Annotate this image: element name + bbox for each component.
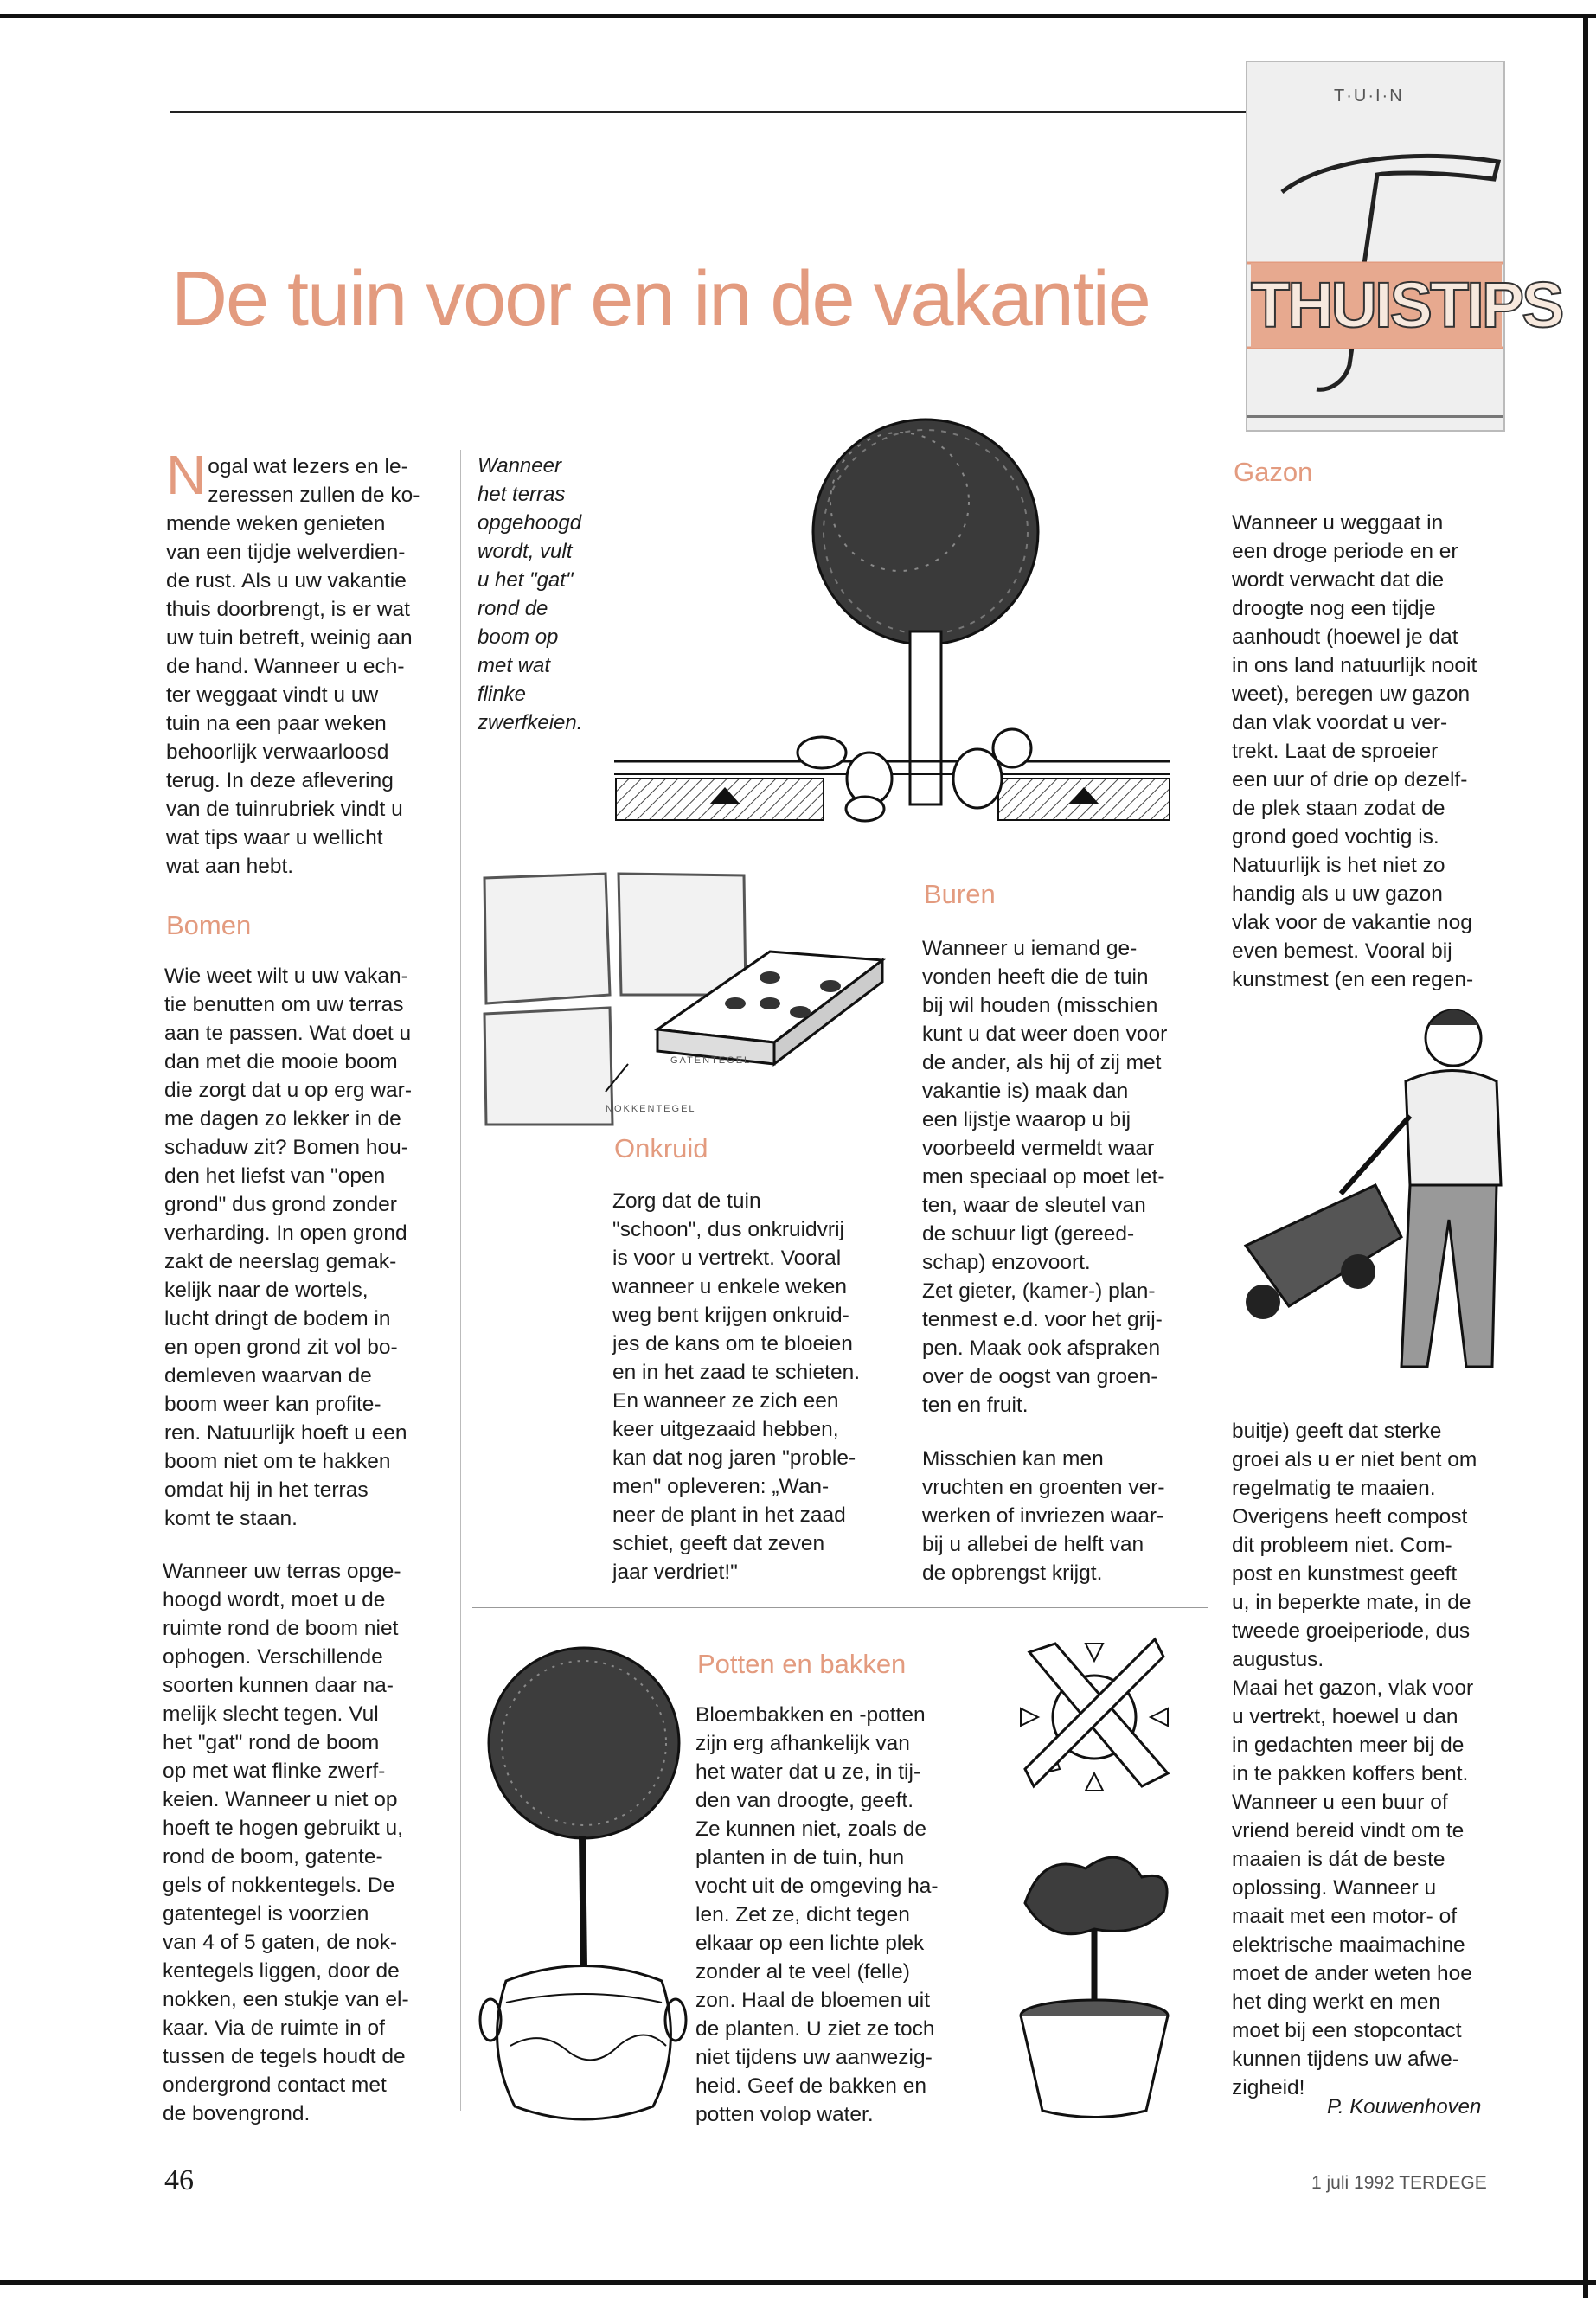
- bomen-paragraph-1: Wie weet wilt u uw vakan- tie benutten om uw terras aan te passen. Wat doet u dan met die mooie boom die zorgt dat u op erg war- me dagen zo lekker in de schaduw zit? Bomen hou- den het liefst van "open grond" dus grond zonder verharding. In open grond zakt de neerslag gemak- kelijk naar de wortels, lucht dringt de bodem in en open grond zit vol bo- demleven waarvan de boom weer kan profite- ren. Natuurlijk hoeft u een boom niet om te hakken omdat hij in het terras komt te staan.: [164, 965, 412, 1530]
- sun-crossed-icon: [995, 1618, 1194, 1817]
- tiles-illustration: [476, 865, 891, 1125]
- onkruid-paragraph: Zorg dat de tuin "schoon", dus onkruidvrij is voor u vertrekt. Vooral wanneer u enkele weken weg bent krijgen onkruid- jes de kans om te bloeien en in het zaad te schieten. En wanneer ze zich een keer uitgezaaid hebben, kan dat nog jaren "proble- men" opleveren: „Wan- neer de plant in het zaad schiet, geeft dat zeven jaar verdriet!": [612, 1189, 861, 1584]
- gazon-heading: Gazon: [1234, 457, 1313, 487]
- logo-bottom-rule: [1247, 415, 1503, 418]
- page-border-right: [1583, 14, 1588, 2298]
- issue-date: 1 juli 1992 TERDEGE: [1311, 2173, 1487, 2193]
- section-label: T·U·I·N: [1334, 87, 1404, 106]
- thuistips-logo: [1246, 61, 1562, 432]
- author-signature: P. Kouwenhoven: [1327, 2095, 1482, 2118]
- potten-paragraph: Bloembakken en -potten zijn erg afhankelijk van het water dat u ze, in tij- den van droogte, geeft. Ze kunnen niet, zoals de planten in de tuin, hun vocht uit de omgeving ha- len. Zet ze, dicht tegen elkaar op een lichte plek zonder al te veel (felle) zon. Haal de bloemen uit de planten. U ziet ze toch niet tijdens uw aanwezig- heid. Geef de bakken en potten volop water.: [695, 1703, 939, 2126]
- bomen-paragraph-2: Wanneer uw terras opge- hoogd wordt, moet u de ruimte rond de boom niet ophogen. Verschillende soorten kunnen daar na- melijk slecht tegen. Vul het "gat" rond de boom op met wat flinke zwerf- keien. Wanneer u niet op hoeft te hogen gebruikt u, rond de boom, gatente- gels of nokkentegels. De gatentegel is voorzien van 4 of 5 gaten, de nok- kentegels liggen, door de nokken, een stukje van el- kaar. Via de ruimte in of tussen de tegels houdt de ondergrond contact met de bovengrond.: [163, 1560, 409, 2125]
- intro-text: ogal wat lezers en le- zeressen zullen de ko- mende weken genieten van een tijdje welverdien- de rust. Als u uw vakantie thuis doorbrengt, is er wat uw tuin betreft, weinig aan de hand. Wanneer u ech- ter weggaat vindt u uw tuin na een paar weken behoorlijk verwaarloosd terug. In deze aflevering van de tuinrubriek vindt u wat tips waar u wellicht wat aan hebt.: [166, 455, 420, 878]
- column-rule: [460, 450, 461, 2111]
- page-border-top: [0, 14, 1596, 18]
- gazon-paragraph-1: Wanneer u weggaat in een droge periode en er wordt verwacht dat die droogte nog een tijdje aanhoudt (hoewel je dat in ons land natuurlijk nooit weet), beregen uw gazon dan vlak voordat u ver- trekt. Laat de sproeier een uur of drie op dezelf- de plek staan zodat de grond goed vochtig is. Natuurlijk is het niet zo handig als u uw gazon vlak voor de vakantie nog even bemest. Vooral bij kunstmest (en een regen-: [1232, 511, 1477, 991]
- intro-dropcap: N: [166, 444, 207, 506]
- nokkentegel-label: NOKKENTEGEL: [606, 1104, 696, 1114]
- gatentegel-label: GATENTEGEL: [670, 1055, 752, 1066]
- bomen-heading: Bomen: [166, 910, 252, 940]
- potted-tree-illustration: [471, 1639, 688, 2141]
- lawn-mower-illustration: [1228, 986, 1514, 1401]
- page-border-bottom: [0, 2280, 1596, 2285]
- logo-text: THUISTIPS: [1251, 263, 1502, 348]
- gazon-paragraph-2: buitje) geeft dat sterke groei als u er niet bent om regelmatig te maaien. Overigens heeft compost dit probleem niet. Com- post en kunstmest geeft u, in beperkte mate, in de tweede groeiperiode, dus augustus. Maai het gazon, vlak voor u vertrekt, hoewel u dan in gedachten meer bij de in te pakken koffers bent. Wanneer u een buur of vriend bereid vindt om te maaien is dát de beste oplossing. Wanneer u maait met een motor- of elektrische maaimachine moet de ander weten hoe het ding werkt en men moet bij een stopcontact kunnen tijdens uw afwe- zigheid!: [1232, 1420, 1477, 2099]
- page-title: De tuin voor en in de vakantie: [171, 256, 1150, 343]
- buren-paragraph-2: Misschien kan men vruchten en groenten ver- werken of invriezen waar- bij u allebei de helft van de opbrengst krijgt.: [922, 1447, 1165, 1585]
- topiary-pot-illustration: [990, 1834, 1198, 2128]
- potten-heading: Potten en bakken: [697, 1649, 907, 1679]
- tree-terrace-illustration: [606, 398, 1185, 830]
- intro-paragraph: [166, 424, 452, 881]
- buren-paragraph-1: Wanneer u iemand ge- vonden heeft die de tuin bij wil houden (misschien kunt u dat weer doen voor de ander, als hij of zij met vakantie is) maak dan een lijstje waarop u bij voorbeeld vermeldt waar men speciaal op moet let- ten, waar de sleutel van de schuur ligt (gereed- schap) enzovoort. Zet gieter, (kamer-) plan- tenmest e.d. voor het grij- pen. Maak ook afspraken over de oogst van groen- ten en fruit.: [922, 937, 1168, 1417]
- logo-t-icon: [1247, 62, 1503, 430]
- page-number: 46: [164, 2164, 194, 2196]
- onkruid-heading: Onkruid: [614, 1133, 708, 1163]
- tree-caption: Wanneer het terras opgehoogd wordt, vult u het "gat" rond de boom op met wat flinke zwerfkeien.: [478, 454, 583, 734]
- buren-heading: Buren: [924, 879, 996, 909]
- potten-rule: [472, 1607, 1208, 1608]
- header-rule: [170, 111, 1249, 113]
